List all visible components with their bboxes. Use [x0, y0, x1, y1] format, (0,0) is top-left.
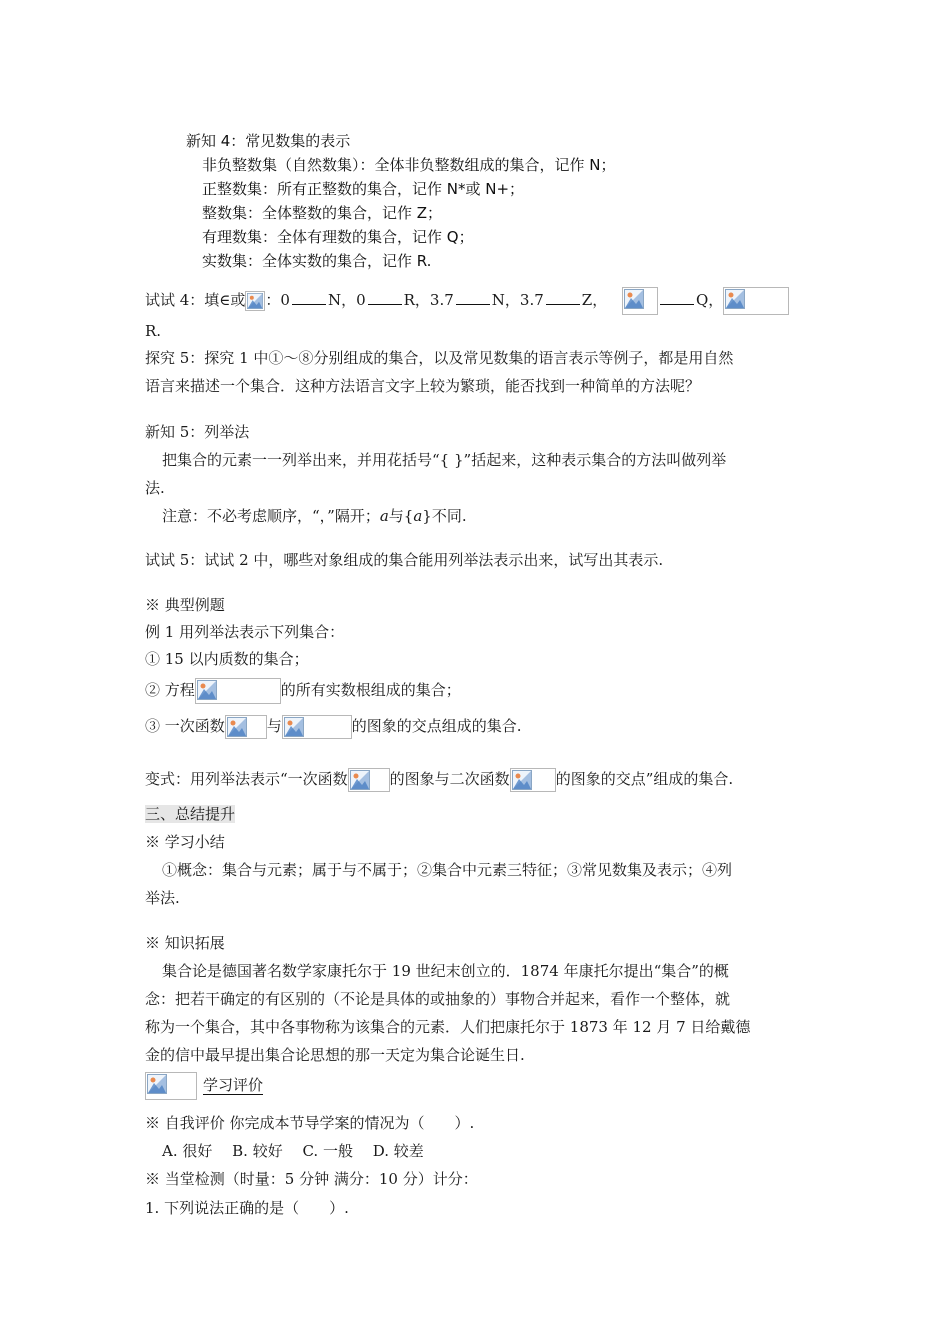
- answer-blank[interactable]: [292, 292, 326, 305]
- examples-heading: ※ 典型例题: [145, 596, 225, 614]
- new5-note: 注意：不必考虑顺序，“，”隔开；a与{a}不同.: [162, 507, 467, 525]
- answer-blank[interactable]: [368, 292, 402, 305]
- new5-title: 新知 5：列举法: [145, 423, 250, 441]
- broken-image-icon: [510, 768, 556, 792]
- try4-line: 试试 4：填∈或 ：0 N，0 R，3.7 N，3.7 Z， Q，: [145, 287, 789, 315]
- broken-image-icon: [723, 287, 789, 315]
- example1-item-3: ③ 一次函数 与 的图象的交点组成的集合.: [145, 715, 522, 739]
- broken-image-icon: [145, 1072, 197, 1100]
- scan-line-5: 实数集：全体实数的集合，记作 R.: [202, 252, 432, 270]
- scan-title: 新知 4：常见数集的表示: [186, 132, 351, 150]
- scan-line-4: 有理数集：全体有理数的集合，记作 Q；: [202, 228, 474, 246]
- broken-image-icon: [348, 768, 390, 792]
- answer-blank[interactable]: [546, 292, 580, 305]
- self-evaluation-line: ※ 自我评价 你完成本节导学案的情况为（ ）.: [145, 1114, 475, 1132]
- summary-section-title: 三、总结提升: [145, 805, 236, 823]
- broken-image-icon: [195, 678, 281, 704]
- classroom-test-line: ※ 当堂检测（时量：5 分钟 满分：10 分）计分：: [145, 1170, 478, 1188]
- summary-line-2: 举法.: [145, 889, 180, 907]
- evaluation-heading: 学习评价: [145, 1072, 263, 1100]
- extension-line-3: 称为一个集合，其中各事物称为该集合的元素．人们把康托尔于 1873 年 12 月 7 日给戴德: [145, 1018, 751, 1036]
- broken-image-icon: [245, 291, 265, 311]
- new5-line-1: 把集合的元素一一列举出来，并用花括号“{ }”括起来，这种表示集合的方法叫做列举: [162, 451, 727, 469]
- question-1: 1. 下列说法正确的是（ ）.: [145, 1199, 349, 1217]
- broken-image-icon: [225, 715, 267, 739]
- extension-line-2: 念：把若干确定的有区别的（不论是具体的或抽象的）事物合并起来，看作一个整体，就: [145, 990, 731, 1008]
- answer-blank[interactable]: [660, 292, 694, 305]
- explore5-line-1: 探究 5：探究 1 中①～⑧分别组成的集合，以及常见数集的语言表示等例子，都是用自然: [145, 349, 734, 367]
- broken-image-icon: [622, 287, 658, 315]
- extension-line-4: 金的信中最早提出集合论思想的那一天定为集合论诞生日.: [145, 1046, 525, 1064]
- try4-lead: 试试 4：填∈或: [145, 291, 246, 309]
- try5-line: 试试 5：试试 2 中，哪些对象组成的集合能用列举法表示出来，试写出其表示.: [145, 551, 664, 569]
- broken-image-icon: [282, 715, 352, 739]
- evaluation-options: A. 很好 B. 较好 C. 一般 D. 较差: [162, 1142, 424, 1160]
- new5-line-2: 法.: [145, 479, 165, 497]
- summary-heading: ※ 学习小结: [145, 833, 225, 851]
- scan-line-3: 整数集：全体整数的集合，记作 Z；: [202, 204, 443, 222]
- try4-end: R.: [145, 322, 162, 340]
- variant-line: 变式：用列举法表示“一次函数 的图象与二次函数 的图象的交点”组成的集合.: [145, 768, 733, 792]
- extension-heading: ※ 知识拓展: [145, 934, 225, 952]
- scan-line-1: 非负整数集（自然数集）：全体非负整数组成的集合，记作 N；: [202, 156, 616, 174]
- example1-item-2: ② 方程 的所有实数根组成的集合；: [145, 678, 461, 704]
- extension-line-1: 集合论是德国著名数学家康托尔于 19 世纪末创立的．1874 年康托尔提出“集合”的概: [162, 962, 729, 980]
- explore5-line-2: 语言来描述一个集合．这种方法语言文字上较为繁琐，能否找到一种简单的方法呢？: [145, 377, 701, 395]
- example1-title: 例 1 用列举法表示下列集合：: [145, 623, 345, 641]
- summary-line-1: ①概念：集合与元素；属于与不属于；②集合中元素三特征；③常见数集及表示；④列: [162, 861, 733, 879]
- scan-line-2: 正整数集：所有正整数的集合，记作 N*或 N+；: [202, 180, 525, 198]
- example1-item-1: ① 15 以内质数的集合；: [145, 650, 309, 668]
- answer-blank[interactable]: [456, 292, 490, 305]
